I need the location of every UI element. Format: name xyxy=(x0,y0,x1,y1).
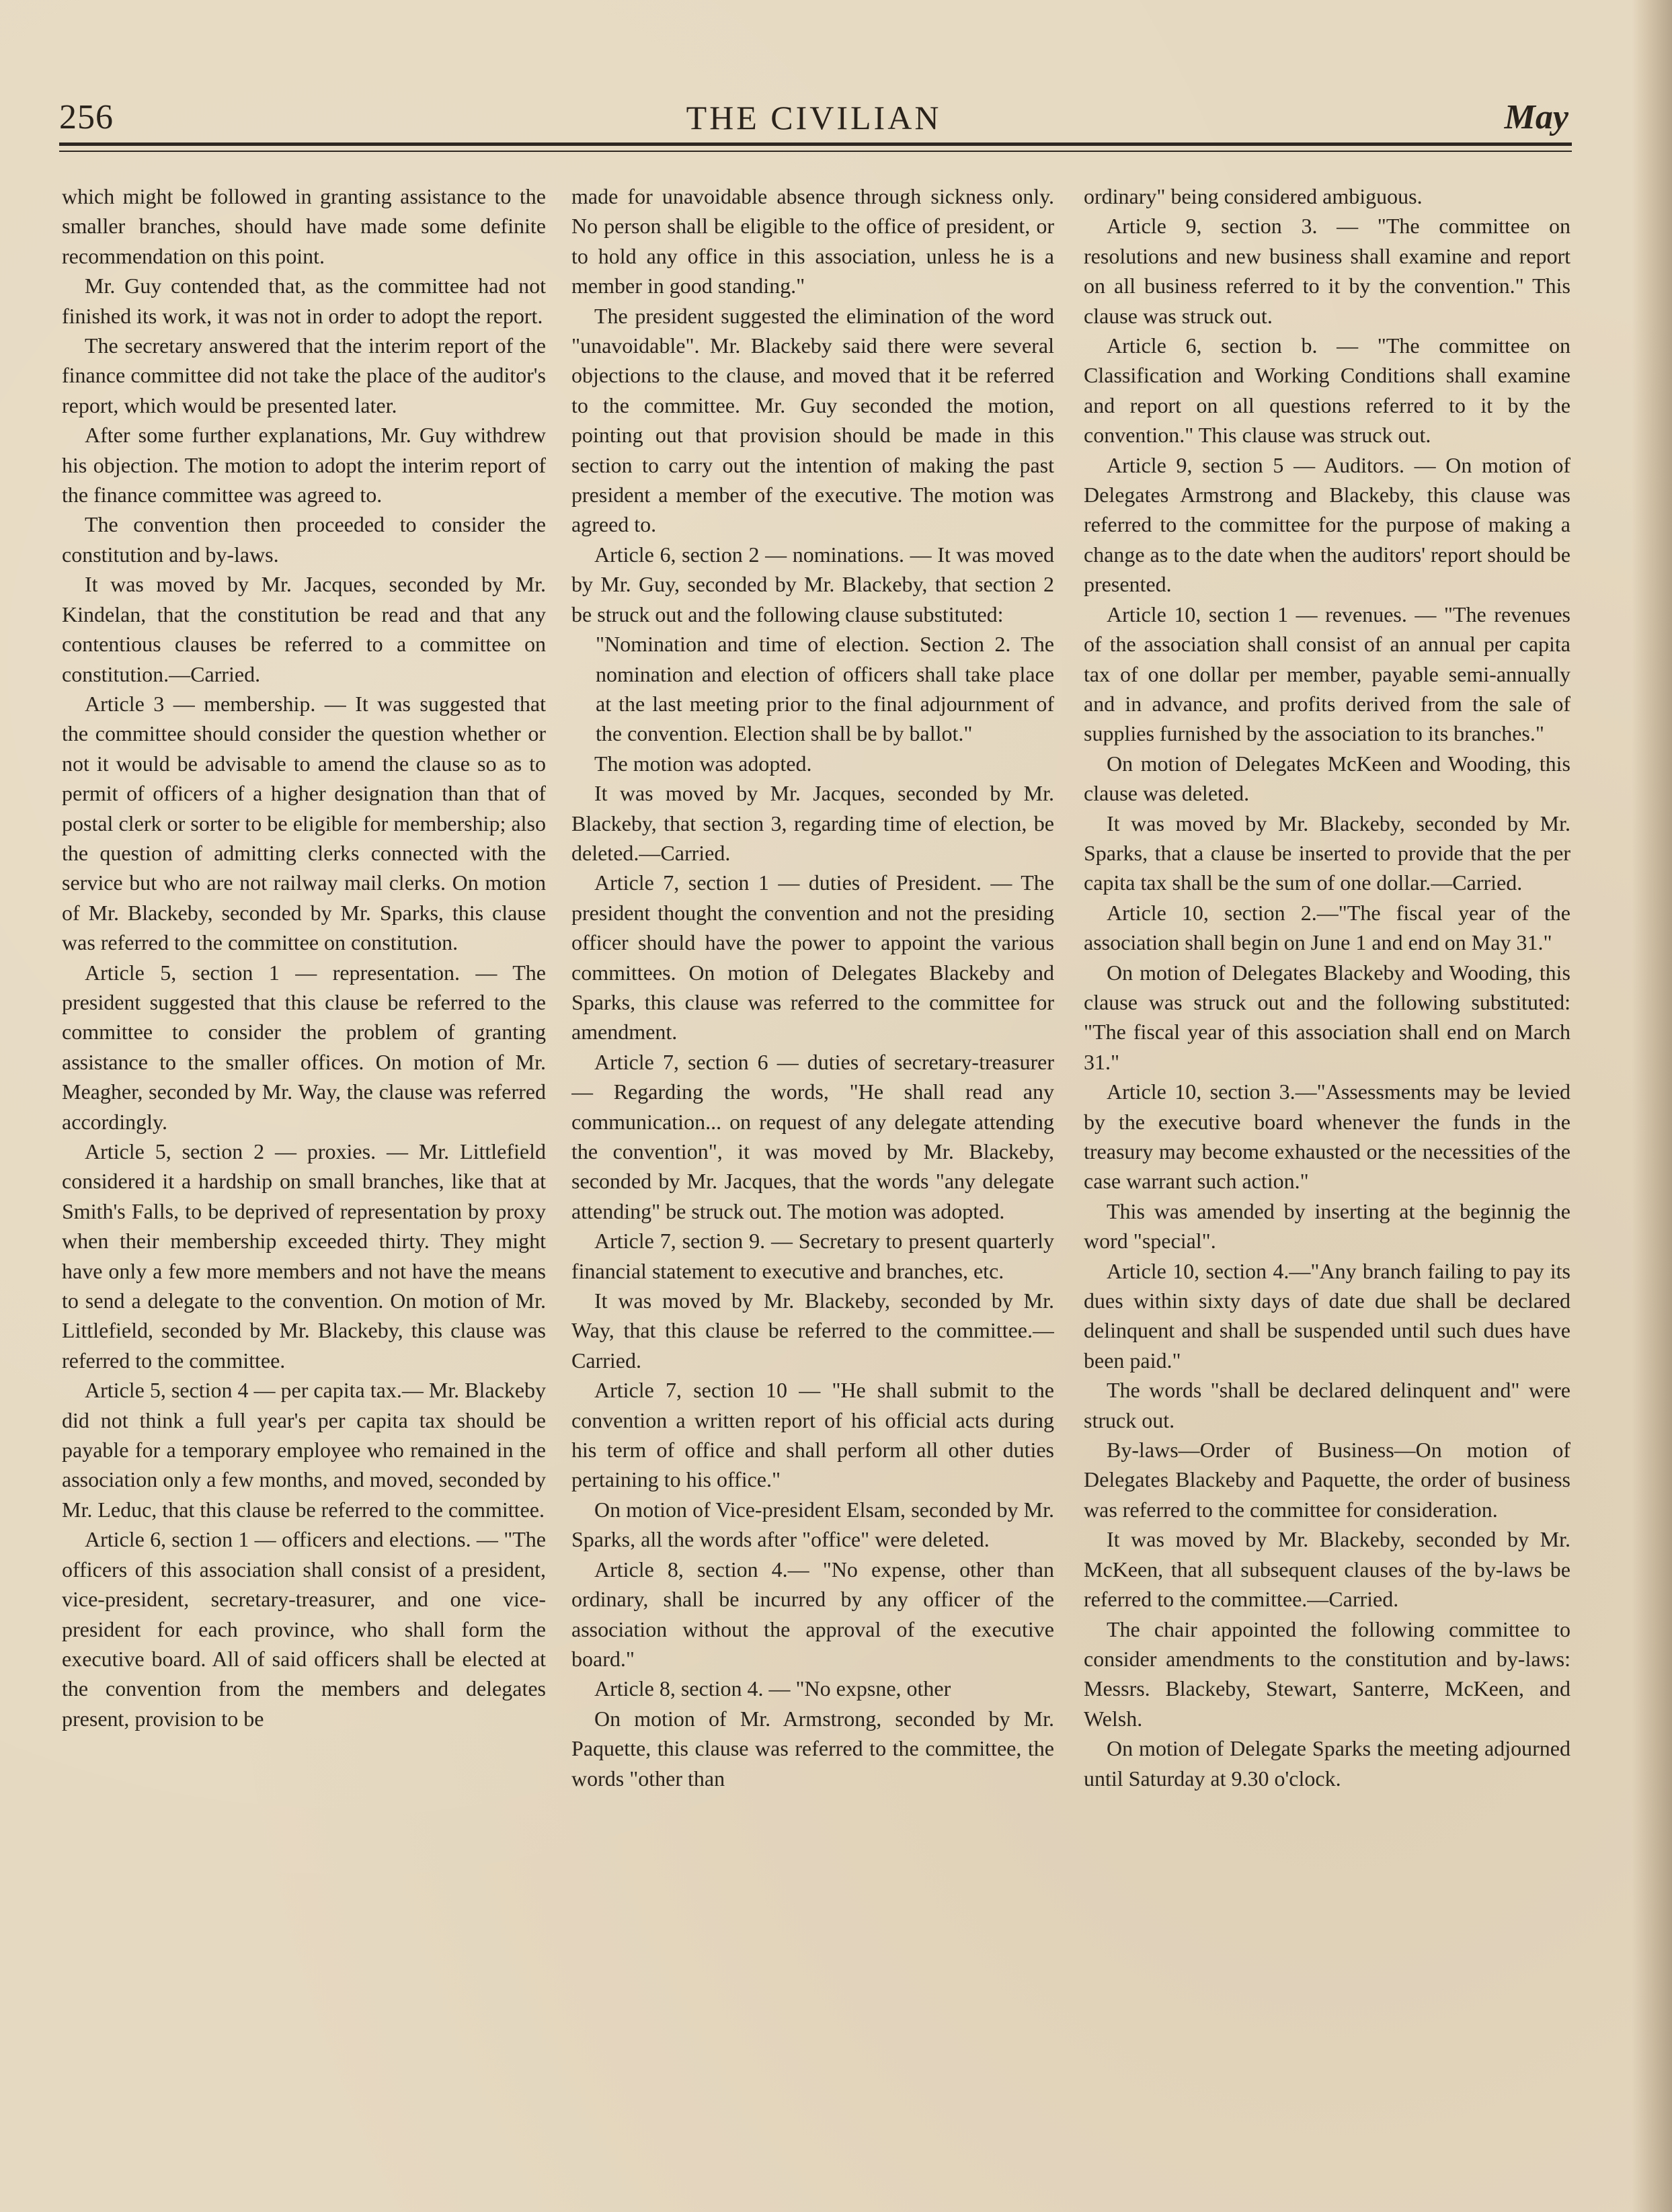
paragraph: Article 9, section 3. — "The committee on resolutions and new business shall examine and report on all business referred to it by the convention." This clause was struck out. xyxy=(1084,214,1570,328)
paragraph: Article 7, section 6 — duties of secretary-treasurer — Regarding the words, "He shall read any communication... on request of any delegate attending the convention", it was moved by Mr. Blackeby, seconded by Mr. Jacques, that the words "any delegate attending" be struck out. The motion was adopted. xyxy=(571,1049,1054,1223)
paragraph: Article 6, section b. — "The committee on Classification and Working Conditions shall examine and report on all questions referred to it by the convention." This clause was struck out. xyxy=(1084,333,1570,448)
paragraph: The chair appointed the following committee to consider amendments to the constitution and by-laws: Messrs. Blackeby, Stewart, Santerre, McKeen, and Welsh. xyxy=(1084,1616,1570,1731)
paragraph: The motion was adopted. xyxy=(594,751,812,776)
paragraph: made for unavoidable absence through sickness only. No person shall be eligible to the office of president, or to hold any office in this association, unless he is a member in good standing." xyxy=(571,184,1054,298)
paragraph: On motion of Mr. Armstrong, seconded by Mr. Paquette, this clause was referred to the committee, the words "other than xyxy=(571,1706,1054,1791)
paragraph: ordinary" being considered ambiguous. xyxy=(1084,184,1423,208)
paragraph: Article 5, section 4 — per capita tax.— Mr. Blackeby did not think a full year's per capita tax should be payable for a temporary employee who remained in the association only a few months, and moved, seconded by Mr. Leduc, that this clause be referred to the committee. xyxy=(62,1378,546,1522)
paragraph: Mr. Guy contended that, as the committee had not finished its work, it was not in order to adopt the report. xyxy=(62,274,546,328)
header-rule-thin xyxy=(59,151,1572,152)
paragraph: This was amended by inserting at the beginnig the word "special". xyxy=(1084,1198,1570,1254)
paragraph: It was moved by Mr. Blackeby, seconded by Mr. Sparks, that a clause be inserted to provide that the per capita tax shall be the sum of one dollar.—Carried. xyxy=(1084,811,1570,895)
text-column-3 xyxy=(1084,181,1570,2164)
issue-month: May xyxy=(1504,98,1568,136)
text-column-2 xyxy=(571,181,1054,2164)
paragraph: Article 7, section 9. — Secretary to present quarterly financial statement to executive and branches, etc. xyxy=(571,1229,1054,1283)
paragraph: Article 10, section 4.—"Any branch failing to pay its dues within sixty days of date due shall be declared delinquent and shall be suspended until such dues have been paid." xyxy=(1084,1258,1570,1373)
paragraph: Article 6, section 2 — nominations. — It was moved by Mr. Guy, seconded by Mr. Blackeby, that section 2 be struck out and the following clause substituted: xyxy=(571,542,1054,626)
paragraph: The secretary answered that the interim report of the finance committee did not take the place of the auditor's report, which would be presented later. xyxy=(62,333,546,417)
paragraph: Article 5, section 1 — representation. — The president suggested that this clause be referred to the committee to consider the problem of granting assistance to the smaller offices. On motion of Mr. Meagher, seconded by Mr. Way, the clause was referred accordingly. xyxy=(62,960,546,1134)
paragraph: By-laws—Order of Business—On motion of Delegates Blackeby and Paquette, the order of business was referred to the committee for consideration. xyxy=(1084,1438,1570,1522)
paragraph: Article 5, section 2 — proxies. — Mr. Littlefield considered it a hardship on small branches, like that at Smith's Falls, to be deprived of representation by proxy when their membership exceeded thirty. They might have only a few more members and not have the means to send a delegate to the convention. On motion of Mr. Littlefield, seconded by Mr. Blackeby, this clause was referred to the committee. xyxy=(62,1139,546,1373)
paragraph: It was moved by Mr. Blackeby, seconded by Mr. McKeen, that all subsequent clauses of the by-laws be referred to the committee.—Carried. xyxy=(1084,1527,1570,1612)
paragraph: Article 10, section 2.—"The fiscal year of the association shall begin on June 1 and end on May 31." xyxy=(1084,900,1570,955)
paragraph: It was moved by Mr. Jacques, seconded by Mr. Blackeby, that section 3, regarding time of election, be deleted.—Carried. xyxy=(571,781,1054,865)
paragraph: After some further explanations, Mr. Guy withdrew his objection. The motion to adopt the interim report of the finance committee was agreed to. xyxy=(62,423,546,507)
quoted-clause: "Nomination and time of election. Section 2. The nomination and election of officers shall take place at the last meeting prior to the final adjournment of the convention. Election shall be by ballot." xyxy=(596,632,1054,746)
paragraph: It was moved by Mr. Jacques, seconded by Mr. Kindelan, that the constitution be read and that any contentious clauses be referred to a committee on constitution.—Carried. xyxy=(62,572,546,686)
paragraph: On motion of Delegates Blackeby and Wooding, this clause was struck out and the following substituted: "The fiscal year of this association shall end on March 31." xyxy=(1084,960,1570,1074)
paragraph: Article 6, section 1 — officers and elections. — "The officers of this association shall consist of a president, vice-president, secretary-treasurer, and one vice-president for each province, who shall form the executive board. All of said officers shall be elected at the convention from the members and delegates present, provision to be xyxy=(62,1527,546,1731)
paragraph: Article 10, section 1 — revenues. — "The revenues of the association shall consist of an annual per capita tax of one dollar per member, payable semi-annually and in advance, and profits derived from the sale of supplies furnished by the association to its branches." xyxy=(1084,602,1570,746)
paragraph: It was moved by Mr. Blackeby, seconded by Mr. Way, that this clause be referred to the committee.—Carried. xyxy=(571,1288,1054,1373)
paragraph: On motion of Delegates McKeen and Wooding, this clause was deleted. xyxy=(1084,751,1570,806)
paragraph: Article 7, section 1 — duties of President. — The president thought the convention and not the presiding officer should have the power to appoint the various committees. On motion of Delegates Blackeby and Sparks, this clause was referred to the committee for amendment. xyxy=(571,870,1054,1044)
paragraph: The convention then proceeded to consider the constitution and by-laws. xyxy=(62,512,546,567)
paragraph: Article 7, section 10 — "He shall submit to the convention a written report of his official acts during his term of office and shall perform all other duties pertaining to his office." xyxy=(571,1378,1054,1492)
page-edge-shadow xyxy=(1632,0,1672,2212)
paragraph: Article 8, section 4.— "No expense, other than ordinary, shall be incurred by any officer of the association without the approval of the executive board." xyxy=(571,1557,1054,1671)
paragraph: Article 8, section 4. — "No expsne, other xyxy=(594,1676,951,1701)
page-number: 256 xyxy=(59,98,114,136)
journal-title: THE CIVILIAN xyxy=(686,99,942,136)
header-rule-thick xyxy=(59,142,1572,146)
paragraph: The president suggested the elimination of the word "unavoidable". Mr. Blackeby said there were several objections to the clause, and moved that it be referred to the committee. Mr. Guy seconded the motion, pointing out that provision should be made in this section to carry out the intention of making the past president a member of the executive. The motion was agreed to. xyxy=(571,303,1054,537)
running-header xyxy=(59,94,1568,141)
paragraph: which might be followed in granting assistance to the smaller branches, should have made some definite recommendation on this point. xyxy=(62,184,546,268)
paragraph: Article 10, section 3.—"Assessments may be levied by the executive board whenever the funds in the treasury may become exhausted or the necessities of the case warrant such action." xyxy=(1084,1079,1570,1194)
text-column-1 xyxy=(62,181,546,2164)
paragraph: Article 3 — membership. — It was suggested that the committee should consider the question whether or not it would be advisable to amend the clause so as to permit of officers of a higher designation than that of postal clerk or sorter to be eligible for membership; also the question of admitting clerks connected with the service but who are not railway mail clerks. On motion of Mr. Blackeby, seconded by Mr. Sparks, this clause was referred to the committee on constitution. xyxy=(62,691,546,955)
paragraph: On motion of Delegate Sparks the meeting adjourned until Saturday at 9.30 o'clock. xyxy=(1084,1736,1570,1791)
paragraph: Article 9, section 5 — Auditors. — On motion of Delegates Armstrong and Blackeby, this clause was referred to the committee for the purpose of making a change as to the date when the auditors' report should be presented. xyxy=(1084,452,1570,597)
paragraph: On motion of Vice-president Elsam, seconded by Mr. Sparks, all the words after "office" were deleted. xyxy=(571,1497,1054,1552)
paragraph: The words "shall be declared delinquent and" were struck out. xyxy=(1084,1378,1570,1432)
